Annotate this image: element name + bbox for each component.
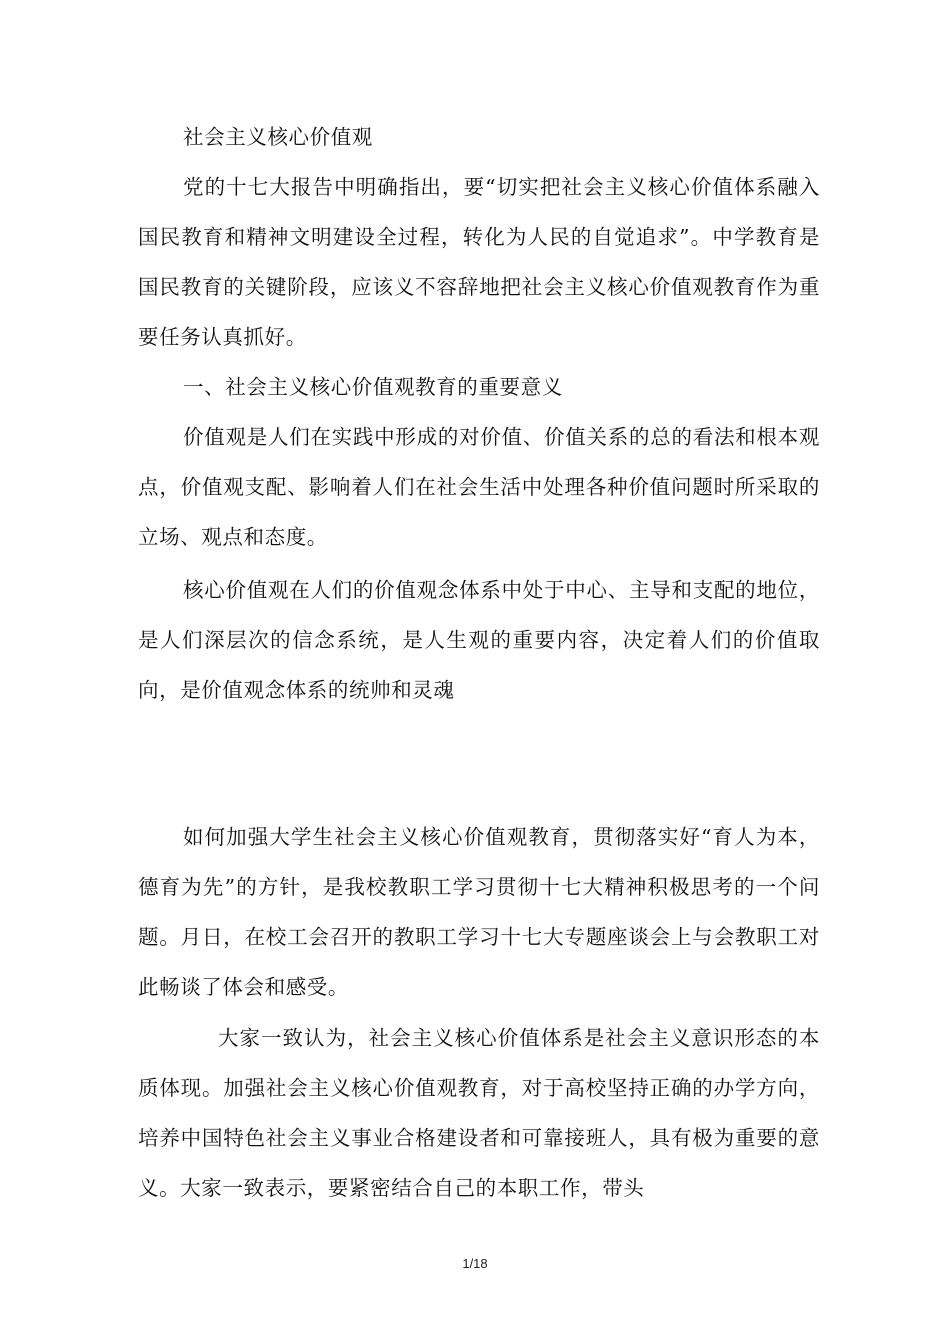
- section-heading-1: 一、社会主义核心价值观教育的重要意义: [183, 375, 563, 399]
- paragraph-university-education: 如何加强大学生社会主义核心价值观教育，贯彻落实好“育人为本，德育为先”的方针，是我校教职工学习贯彻十七大精神积极思考的一个问题。月日，在校工会召开的教职工学习十七大专题座谈会上与会教职工对此畅谈了体会和感受。: [138, 825, 820, 999]
- paragraph-core-values: 核心价值观在人们的价值观念体系中处于中心、主导和支配的地位，是人们深层次的信念系统，是人生观的重要内容，决定着人们的价值取向，是价值观念体系的统帅和灵魂: [138, 578, 820, 702]
- paragraph-intro: 党的十七大报告中明确指出，要“切实把社会主义核心价值体系融入国民教育和精神文明建设全过程，转化为人民的自觉追求”。中学教育是国民教育的关键阶段，应该义不容辞地把社会主义核心价值观教育作为重要任务认真抓好。: [138, 175, 820, 349]
- paragraph-consensus: 大家一致认为，社会主义核心价值体系是社会主义意识形态的本质体现。加强社会主义核心价值观教育，对于高校坚持正确的办学方向，培养中国特色社会主义事业合格建设者和可靠接班人，具有极为重要的意义。大家一致表示，要紧密结合自己的本职工作，带头: [138, 1026, 820, 1200]
- paragraph-value-definition: 价值观是人们在实践中形成的对价值、价值关系的总的看法和根本观点，价值观支配、影响着人们在社会生活中处理各种价值问题时所采取的立场、观点和态度。: [138, 425, 820, 549]
- page-number: 1/18: [462, 1256, 488, 1271]
- document-title: 社会主义核心价值观: [183, 125, 373, 149]
